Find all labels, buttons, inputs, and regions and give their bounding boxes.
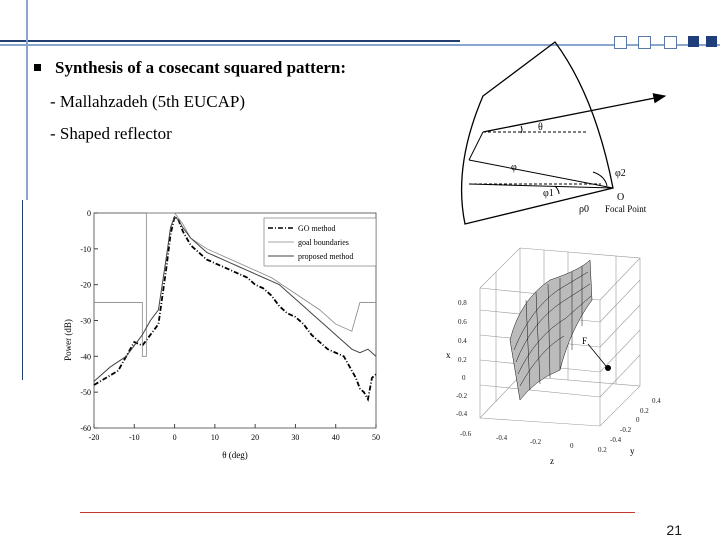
surface-plot (440, 240, 665, 470)
y-tick-label: -50 (80, 388, 91, 398)
method-line: - Shaped reflector (50, 124, 172, 143)
x-tick-label: 20 (251, 433, 260, 442)
left-rule (26, 0, 28, 200)
y-axis-title: Power (dB) (63, 319, 73, 361)
deco-square-filled (688, 36, 699, 47)
z-tick: 0 (570, 442, 574, 450)
y-tick-label: -30 (80, 316, 91, 326)
z-tick: 0.2 (598, 446, 607, 454)
top-rule-dark (0, 40, 460, 42)
x-tick-label: -10 (128, 433, 140, 442)
slide-heading: Synthesis of a cosecant squared pattern: (34, 58, 346, 78)
x-tick: 0.2 (458, 356, 467, 364)
reflector-diagram (455, 36, 670, 231)
footer-rule (80, 512, 635, 513)
origin-label: O (617, 192, 625, 203)
y-tick-label: -10 (80, 244, 91, 254)
focal-point-marker (605, 365, 611, 371)
legend-label-go: GO method (298, 224, 336, 233)
legend-label-proposed: proposed method (298, 252, 354, 261)
y-tick: 0.4 (652, 397, 661, 405)
x-tick: 0.8 (458, 299, 467, 307)
x-axis-label: x (446, 350, 451, 360)
deco-square-filled (706, 36, 717, 47)
theta-label: θ (538, 122, 543, 133)
reference-line: - Mallahzadeh (5th EUCAP) (50, 92, 245, 111)
x-tick-label: 40 (331, 433, 340, 442)
x-tick: 0.4 (458, 337, 467, 345)
phi2-label: φ2 (615, 168, 626, 179)
power-chart (58, 200, 390, 466)
z-tick: -0.2 (530, 438, 542, 446)
y-tick: 0 (636, 416, 640, 424)
rho0-label: ρ0 (579, 204, 589, 215)
y-tick-label: -40 (80, 352, 91, 362)
x-tick-label: 30 (291, 433, 300, 442)
y-tick: 0.2 (640, 407, 649, 415)
focal-point-label: F (582, 336, 588, 346)
y-axis-label: y (630, 446, 635, 456)
x-tick: -0.4 (456, 410, 468, 418)
page-number: 21 (666, 522, 682, 538)
x-tick: -0.2 (456, 392, 468, 400)
x-tick-label: 0 (172, 433, 177, 442)
reflector-surface (510, 260, 592, 400)
legend-label-goal: goal boundaries (298, 238, 349, 247)
x-axis-title: θ (deg) (222, 450, 248, 460)
phi-label: φ (511, 162, 517, 173)
z-tick: -0.6 (460, 430, 472, 438)
left-rule-lower (22, 200, 23, 380)
y-tick: -0.2 (620, 426, 632, 434)
x-tick-label: 10 (210, 433, 219, 442)
z-tick: -0.4 (496, 434, 508, 442)
chart-legend (264, 218, 376, 266)
y-tick-label: 0 (87, 209, 91, 218)
x-tick: 0 (462, 374, 466, 382)
x-tick-label: 50 (372, 433, 380, 442)
y-tick: -0.4 (610, 436, 622, 444)
y-tick-label: -60 (80, 424, 91, 433)
phi1-label: φ1 (543, 188, 554, 199)
x-tick: 0.6 (458, 318, 467, 326)
focal-point-label: Focal Point (605, 204, 647, 214)
bullet-icon (34, 64, 41, 71)
y-tick-label: -20 (80, 280, 91, 290)
x-tick-label: -20 (88, 433, 100, 442)
z-axis-label: z (550, 456, 554, 466)
